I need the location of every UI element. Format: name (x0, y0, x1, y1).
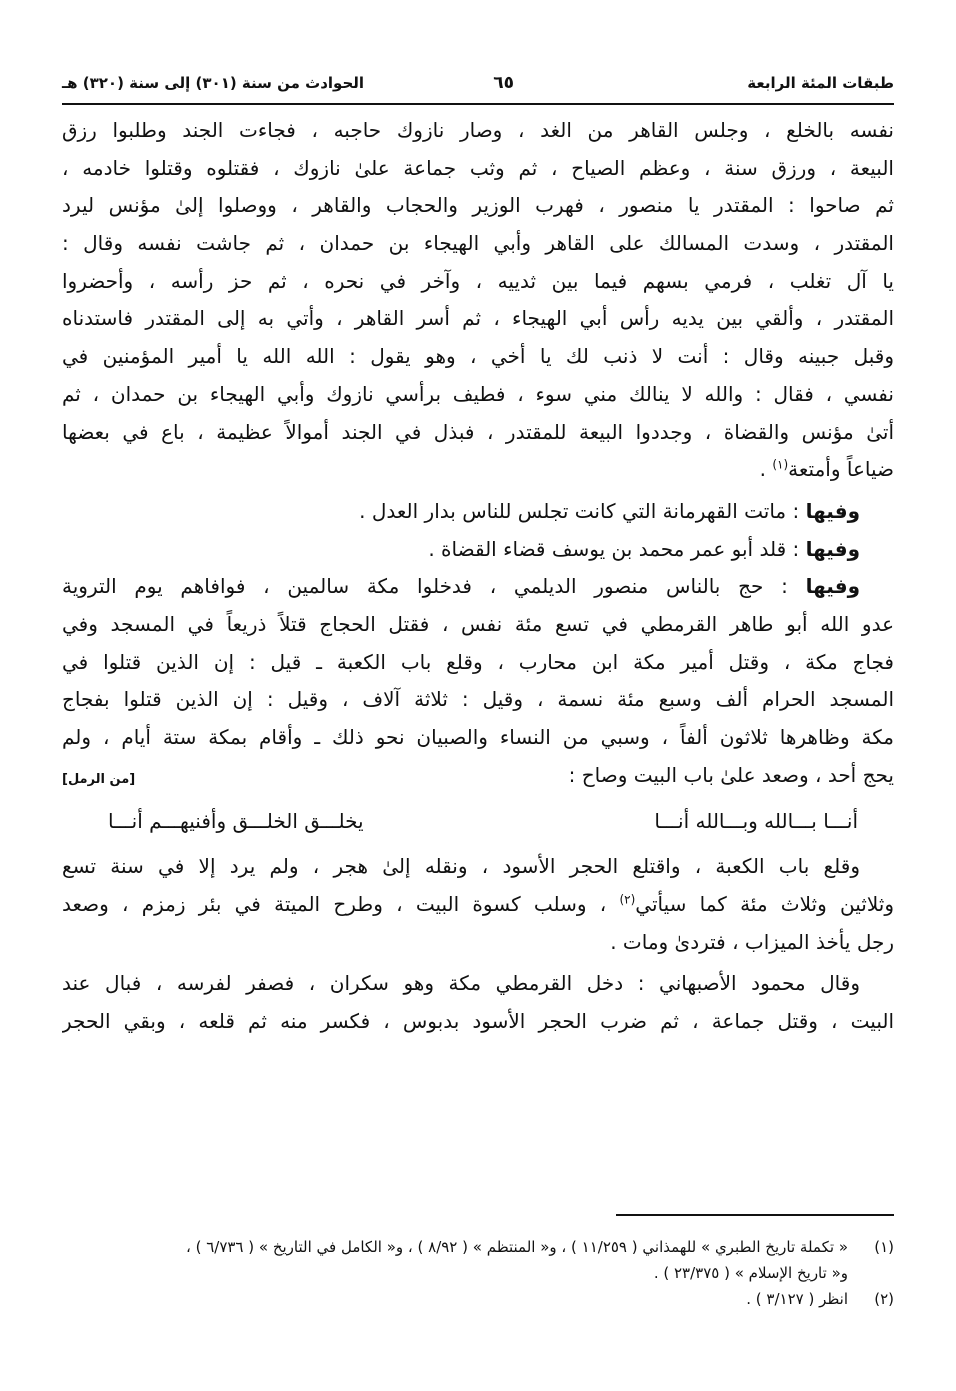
text-line: أتىٰ مؤنس والقضاة ، وجددوا البيعة للمقتدر ، فبذل في الجند أموالاً عظيمة ، باع في بعضها (62, 419, 894, 444)
text-line (62, 757, 894, 795)
text-segment: : ماتت القهرمانة التي كانت تجلس للناس بدار العدل . (359, 498, 806, 523)
text-line: عدو الله أبو طاهر القرمطي في تسع مئة نفس ، فقتل الحجاج قتلاً ذريعاً في المسجد وفي (62, 611, 894, 636)
header-rule (62, 103, 894, 105)
footnote-ref-1[interactable]: (١) (772, 457, 789, 472)
verse-first-hemistich: أنـــا بـــالله وبـــالله أنـــا (654, 809, 858, 834)
verse-second-hemistich: يخلـــق الخلـــق وأفنيهـــم أنـــا (108, 809, 364, 834)
text-segment: : حج بالناس منصور الديلمي ، فدخلوا مكة سالمين ، فوافاهم يوم التروية (62, 574, 806, 599)
text-line: نفسي ، فقال : والله لا ينالك مني سوء ، فطيف برأسي نازوك وأبي الهيجاء بن حمدان ، ثم (62, 381, 894, 406)
text-line (62, 451, 894, 489)
text-segment: ضياعاً وأمتعة (788, 457, 894, 482)
text-line: المسجد الحرام ألف وسبع مئة نسمة ، وقيل : ثلاثة آلاف ، وقيل : إن الذين قتلوا بفجاج (62, 687, 894, 712)
footnote-1-continued (62, 1260, 894, 1286)
paragraph-4 (62, 568, 894, 794)
chapter-title: الحوادث من سنة (٣٠١) إلى سنة (٣٢٠) هـ (62, 74, 365, 92)
text-segment: : قلد أبو عمر محمد بن يوسف قضاء القضاة . (428, 536, 806, 561)
text-line: يا آل تغلب ، فرمي بسهم فيما بين ثدييه ، وآخر في نحره ، ثم حز رأسه ، وأحضروا (62, 268, 894, 293)
footnote-text: انظر ( ٣/١٢٧ ) . (746, 1290, 848, 1308)
paragraph-2 (62, 493, 894, 531)
footnote-2 (62, 1286, 894, 1312)
text-line: البيعة ، ورزق سنة ، وعظم الصياح ، ثم وثب جماعة علىٰ نازوك ، فقتلوه وقتلوا خادمه ، (62, 155, 894, 180)
paragraph-6 (62, 965, 894, 1040)
text-line: نفسه بالخلع ، وجلس القاهر من الغد ، وصار نازوك حاجبه ، فجاءت الجند وطلبوا رزق (62, 118, 894, 142)
text-line (62, 886, 894, 924)
page-number: ٦٥ (493, 73, 514, 93)
keyword-wafiha: وفيها (805, 498, 860, 523)
book-section-title: طبقات المئة الرابعة (747, 74, 894, 92)
text-line: رجل يأخذ الميزاب ، فتردىٰ ومات . (610, 929, 894, 954)
text-segment: يحج أحد ، وصعد علىٰ باب البيت وصاح : (568, 762, 894, 787)
paragraph-3 (62, 531, 894, 569)
poetic-meter-label: [من الرمل] (62, 771, 136, 787)
footnote-separator (616, 1214, 894, 1216)
running-header (62, 70, 894, 100)
text-line: فجاج مكة ، وقتل أمير مكة ابن محارب ، وقلع باب الكعبة ـ قيل : إن الذين قتلوا في (62, 649, 894, 674)
footnote-number: (٢) (874, 1290, 894, 1308)
text-line: وقبل جبينه وقال : أنت لا ذنب لك يا أخي ، وهو يقول : الله الله يا أمير المؤمنين في (62, 344, 894, 369)
text-line: وقال محمود الأصبهاني : دخل القرمطي مكة وهو سكران ، فصفر لفرسه ، فبال عند (62, 971, 860, 996)
text-segment: . (759, 457, 773, 482)
text-line: المقتدر ، وألقي بين يديه رأس أبي الهيجاء ، ثم أسر القاهر ، وأتي به إلى المقتدر فاستدناه (62, 306, 894, 331)
paragraph-1 (62, 112, 894, 489)
text-segment: وثلاثين وثلاث مئة كما سيأتي (635, 892, 894, 917)
text-line: البيت ، وقتل جماعة ، ثم ضرب الحجر الأسود بدبوس ، فكسر منه ثم قلعه ، وبقي الحجر (62, 1009, 894, 1034)
footnotes (62, 1234, 894, 1312)
footnote-1 (62, 1234, 894, 1260)
text-line: وقلع باب الكعبة ، واقتلع الحجر الأسود ، ونقله إلىٰ هجر ، ولم يرد إلا في سنة تسع (62, 854, 860, 879)
text-line (62, 568, 894, 606)
footnote-text: « تكملة تاريخ الطبري » للهمذاني ( ١١/٢٥٩ ) ، و« المنتظم » ( ٨/٩٢ ) ، و« الكامل في التاريخ » ( ٦/٧٣٦ ) ، (185, 1238, 848, 1256)
main-text (62, 112, 894, 1041)
text-line: مكة وظاهرها ثلاثون ألفاً ، وسبي من النساء والصبيان نحو ذلك ـ وأقام بمكة ستة أيام ، ولم (62, 725, 894, 749)
text-segment: ، وسلب كسوة البيت ، وطرح الميتة في بئر زمزم ، وصعد (62, 892, 620, 917)
text-line: ثم صاحوا : المقتدر يا منصور ، فهرب الوزير والحجاب والقاهر ، ووصلوا إلىٰ مؤنس ليرد (62, 193, 894, 218)
keyword-wafiha: وفيها (805, 574, 860, 599)
paragraph-5 (62, 848, 894, 961)
footnote-number: (١) (874, 1238, 894, 1256)
footnote-text: و« تاريخ الإسلام » ( ٢٣/٣٧٥ ) . (653, 1264, 848, 1282)
keyword-wafiha: وفيها (805, 536, 860, 561)
poem-verse (62, 794, 894, 848)
text-line: المقتدر ، وسدت المسالك على القاهر وأبي الهيجاء بن حمدان ، ثم جاشت نفسه وقال : (62, 231, 894, 256)
footnote-ref-2[interactable]: (٢) (619, 892, 636, 907)
